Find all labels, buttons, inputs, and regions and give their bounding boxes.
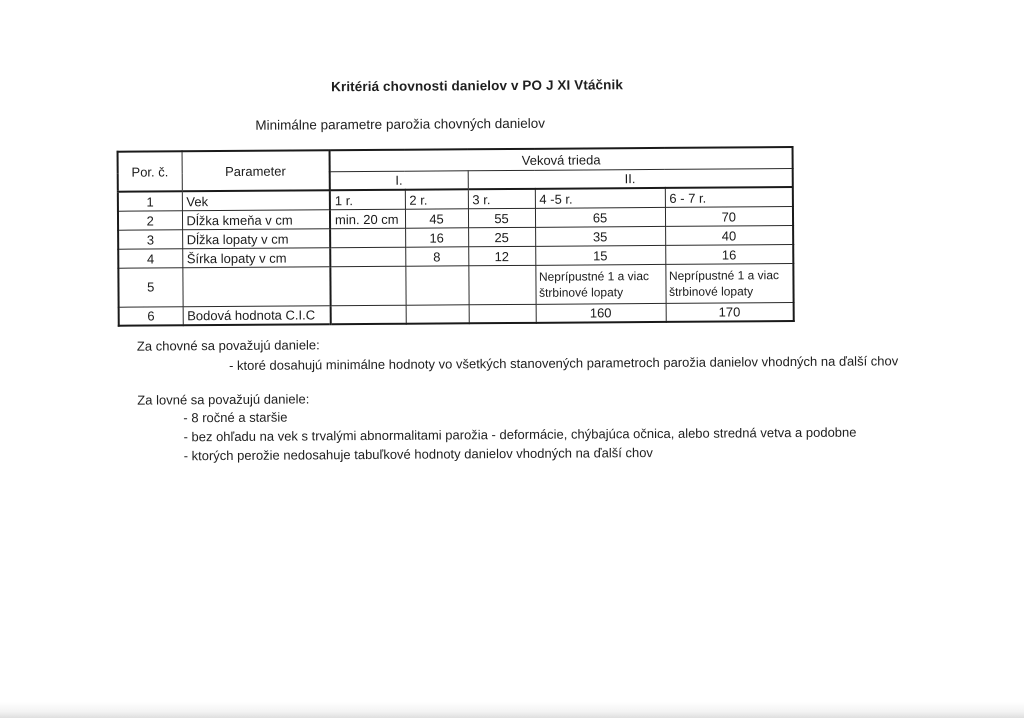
section-lovne-heading: Za lovné sa považujú daniele: [137,391,310,408]
age-label-cell: 2 r. [405,189,468,209]
value-cell: 65 [535,207,665,227]
row-number-cell: 2 [118,211,182,230]
value-cell [406,305,469,324]
value-cell [331,305,406,324]
age-label-cell: 3 r. [468,189,535,209]
section-chovne-heading: Za chovné sa považujú daniele: [136,337,320,354]
col-header-vekova-trieda: Veková trieda [330,147,793,172]
value-cell: 170 [666,303,794,322]
section-chovne-item: - ktoré dosahujú minimálne hodnoty vo všetkých stanovených parametroch parožia danielov vhodných na ďalší chov [228,353,899,373]
value-cell [469,304,536,323]
note-cell: Neprípustné 1 a viac štrbinové lopaty [535,264,665,304]
value-cell [468,265,535,304]
row-number-cell: 4 [118,249,182,268]
criteria-table [117,146,795,327]
value-cell: 160 [536,303,666,322]
col-header-parameter: Parameter [182,150,330,191]
value-cell [330,247,405,267]
value-cell: 70 [665,207,793,227]
age-label-cell: 6 - 7 r. [665,187,793,207]
value-cell: 15 [535,245,665,265]
note-cell: Neprípustné 1 a viac štrbinové lopaty [665,264,793,304]
table-row-nepripustne [118,264,793,308]
col-header-por-c: Por. č. [118,151,182,191]
section-lovne-item: - 8 ročné a staršie [183,409,288,426]
value-cell: 45 [405,209,468,228]
value-cell: 16 [665,245,793,265]
value-cell [405,266,468,305]
value-cell [330,266,405,306]
parameter-cell: Šírka lopaty v cm [182,248,330,268]
col-header-group-i: I. [330,171,468,190]
section-lovne-item: - bez ohľadu na vek s trvalými abnormalitami parožia - deformácie, chýbajúca očnica, alebo stredná vetva a podobne [183,424,857,445]
value-cell: 8 [405,247,468,266]
section-lovne-item: - ktorých perožie nedosahuje tabuľkové hodnoty danielov vhodných na ďalší chov [183,445,653,464]
parameter-cell: Dĺžka kmeňa v cm [182,210,330,230]
row-number-cell: 3 [118,230,182,249]
age-label-cell: 4 -5 r. [535,188,665,208]
row-number-cell: 6 [119,307,183,326]
value-cell: 12 [468,246,535,265]
parameter-cell [182,267,330,307]
value-cell: 55 [468,208,535,227]
row-number-cell: 5 [118,268,182,307]
value-cell: 35 [535,226,665,246]
row-number-cell: 1 [118,191,182,211]
parameter-cell: Vek [182,190,330,211]
value-cell: 16 [405,228,468,247]
parameter-cell: Dĺžka lopaty v cm [182,229,330,249]
value-cell: min. 20 cm [330,209,405,229]
table-row-bodova-hodnota [119,303,794,326]
value-cell [330,228,405,248]
col-header-group-ii: II. [468,169,793,190]
age-label-cell: 1 r. [330,190,405,210]
value-cell: 40 [665,226,793,246]
value-cell: 25 [468,227,535,246]
parameter-cell: Bodová hodnota C.I.C [183,306,331,326]
table-caption: Minimálne parametre parožia chovných danielov [255,115,546,133]
document-title: Kritériá chovnosti danielov v PO J XI Vtáčnik [331,77,623,95]
